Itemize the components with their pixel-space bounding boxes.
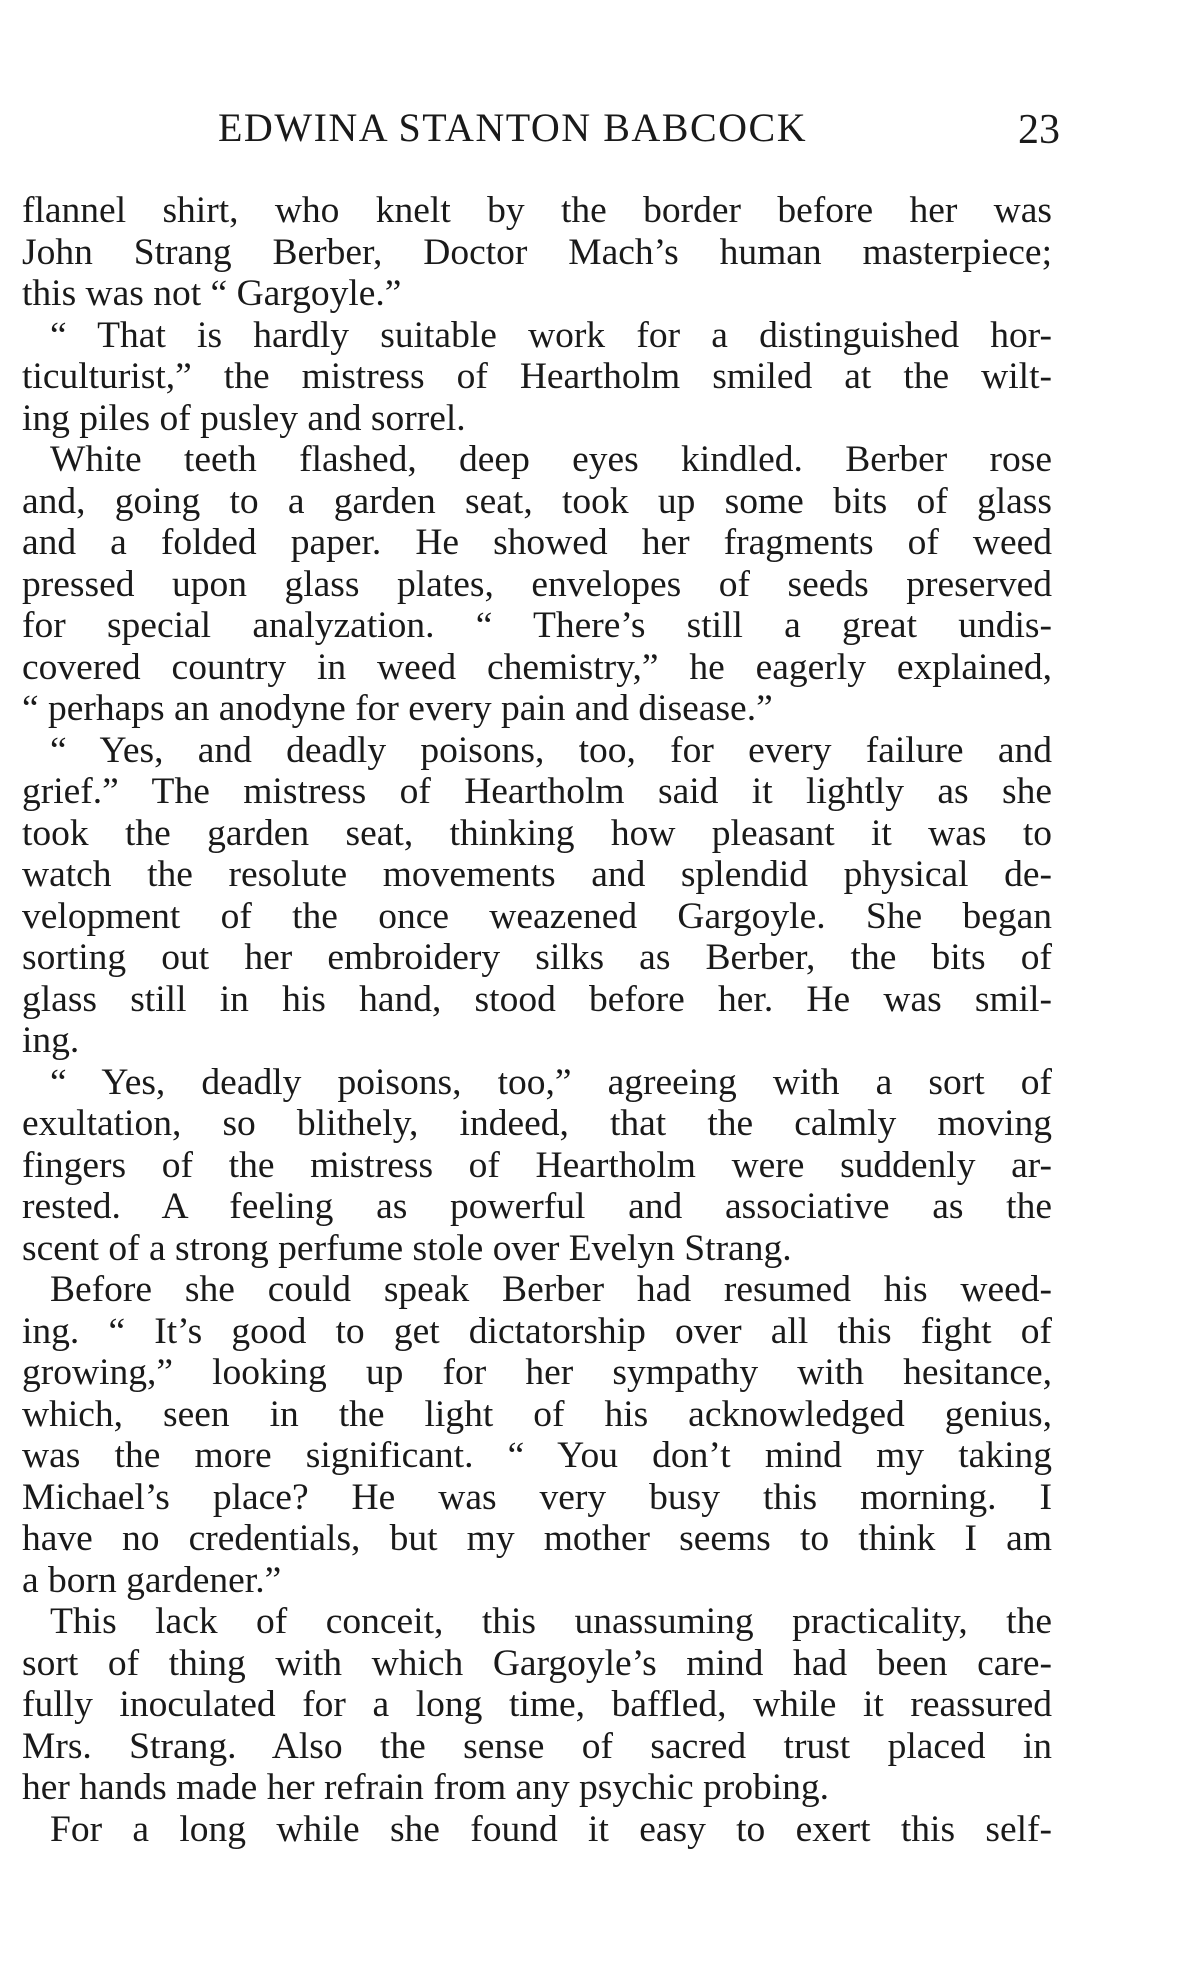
text-line: Before she could speak Berber had resumed his weed- xyxy=(50,1269,1052,1310)
text-line: which, seen in the light of his acknowledged genius, xyxy=(22,1393,1052,1435)
text-line: fingers of the mistress of Heartholm were suddenly ar- xyxy=(22,1144,1052,1186)
text-line: watch the resolute movements and splendid physical de- xyxy=(22,854,1052,895)
text-line: glass still in his hand, stood before her. He was smil- xyxy=(22,978,1052,1020)
running-head xyxy=(0,104,1190,164)
text-line: sorting out her embroidery silks as Berber, the bits of xyxy=(22,937,1052,978)
text-line: ticulturist,” the mistress of Heartholm smiled at the wilt- xyxy=(22,356,1052,397)
text-line: rested. A feeling as powerful and associative as the xyxy=(22,1186,1052,1227)
text-line: ing. “ It’s good to get dictatorship over all this fight of xyxy=(22,1310,1052,1352)
text-line: ing. xyxy=(22,1020,80,1061)
text-line: this was not “ Gargoyle.” xyxy=(22,273,402,314)
text-line: growing,” looking up for her sympathy with hesitance, xyxy=(22,1352,1052,1393)
text-line: and, going to a garden seat, took up some bits of glass xyxy=(22,480,1052,522)
text-line: ing piles of pusley and sorrel. xyxy=(22,397,466,439)
text-line: her hands made her refrain from any psychic probing. xyxy=(22,1767,830,1808)
text-line: pressed upon glass plates, envelopes of seeds preserved xyxy=(22,563,1052,605)
text-line: “ Yes, and deadly poisons, too, for every failure and xyxy=(50,729,1052,771)
text-line: and a folded paper. He showed her fragments of weed xyxy=(22,522,1052,563)
text-line: For a long while she found it easy to exert this self- xyxy=(50,1808,1052,1850)
text-line: fully inoculated for a long time, baffled, while it reassured xyxy=(22,1684,1052,1725)
text-line: flannel shirt, who knelt by the border before her was xyxy=(22,190,1052,231)
text-line: White teeth flashed, deep eyes kindled. Berber rose xyxy=(50,439,1052,480)
text-line: exultation, so blithely, indeed, that the calmly moving xyxy=(22,1103,1052,1144)
text-line: covered country in weed chemistry,” he eagerly explained, xyxy=(22,646,1052,688)
text-line: for special analyzation. “ There’s still a great undis- xyxy=(22,605,1052,646)
text-line: John Strang Berber, Doctor Mach’s human masterpiece; xyxy=(22,231,1052,273)
text-line: This lack of conceit, this unassuming practicality, the xyxy=(50,1601,1052,1642)
text-line: “ perhaps an anodyne for every pain and disease.” xyxy=(22,688,773,729)
text-line: Michael’s place? He was very busy this morning. I xyxy=(22,1476,1052,1518)
page-number: 23 xyxy=(1018,107,1060,153)
text-line: “ Yes, deadly poisons, too,” agreeing with a sort of xyxy=(50,1061,1052,1103)
text-line: took the garden seat, thinking how pleasant it was to xyxy=(22,812,1052,854)
text-line: a born gardener.” xyxy=(22,1559,282,1601)
text-line: “ That is hardly suitable work for a distinguished hor- xyxy=(50,314,1052,356)
text-line: scent of a strong perfume stole over Evelyn Strang. xyxy=(22,1227,792,1269)
text-line: Mrs. Strang. Also the sense of sacred trust placed in xyxy=(22,1725,1052,1767)
text-line: sort of thing with which Gargoyle’s mind had been care- xyxy=(22,1642,1052,1684)
text-line: grief.” The mistress of Heartholm said it lightly as she xyxy=(22,771,1052,812)
body-text xyxy=(22,190,1052,1850)
text-line: velopment of the once weazened Gargoyle. She began xyxy=(22,895,1052,937)
text-line: was the more significant. “ You don’t mind my taking xyxy=(22,1435,1052,1476)
running-title: EDWINA STANTON BABCOCK xyxy=(218,105,808,150)
text-line: have no credentials, but my mother seems to think I am xyxy=(22,1518,1052,1559)
